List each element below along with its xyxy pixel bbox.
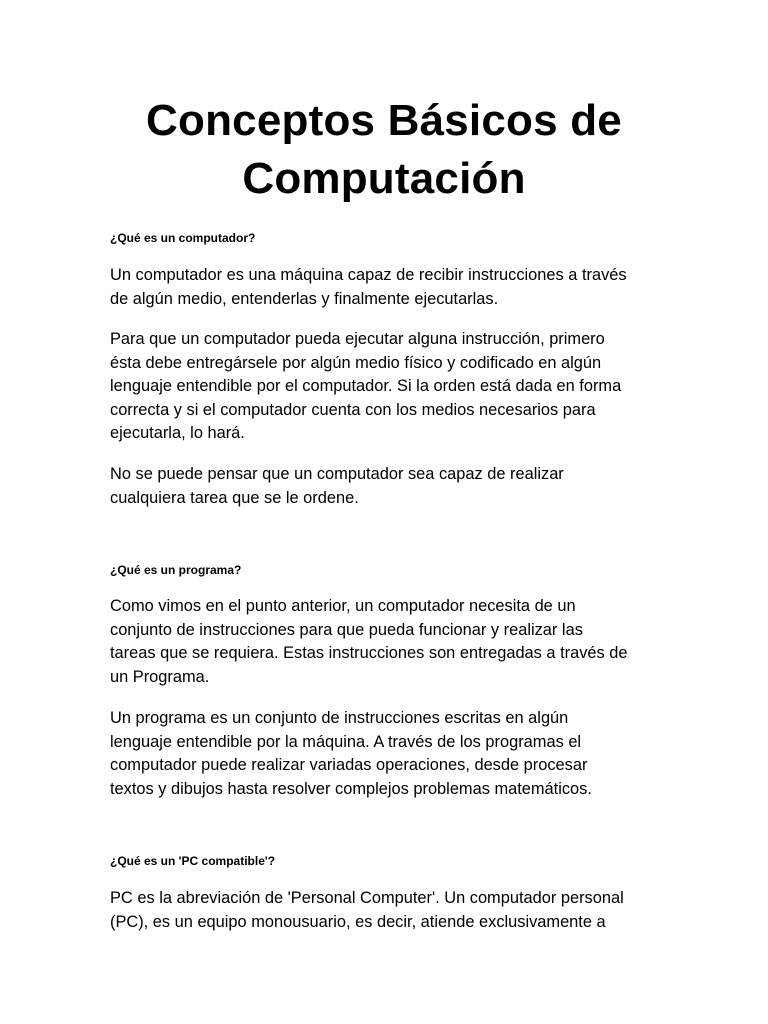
paragraph-line: ejecutarla, lo hará. xyxy=(110,424,245,442)
paragraph-line: PC es la abreviación de 'Personal Computer'. Un computador personal xyxy=(110,889,624,907)
section-heading-pc-compatible: ¿Qué es un 'PC compatible'? xyxy=(110,854,276,868)
paragraph-line: tareas que se requiera. Estas instrucciones son entregadas a través de xyxy=(110,644,628,662)
title-line: Conceptos Básicos de xyxy=(146,96,622,145)
section-heading-programa: ¿Qué es un programa? xyxy=(110,563,242,577)
paragraph-line: Un computador es una máquina capaz de recibir instrucciones a través xyxy=(110,266,627,284)
paragraph-line: textos y dibujos hasta resolver complejos problemas matemáticos. xyxy=(110,779,592,798)
title-line: Computación xyxy=(242,154,526,203)
paragraph-line: de algún medio, entenderlas y finalmente ejecutarlas. xyxy=(110,289,499,308)
paragraph-line: correcta y si el computador cuenta con los medios necesarios para xyxy=(110,400,596,419)
paragraph-line: conjunto de instrucciones para que pueda funcionar y realizar las xyxy=(110,620,583,639)
paragraph xyxy=(110,264,666,311)
paragraph-line: No se puede pensar que un computador sea capaz de realizar xyxy=(110,465,564,483)
paragraph-line: lenguaje entendible por el computador. Si la orden está dada en forma xyxy=(110,377,622,395)
page-title xyxy=(60,92,708,208)
paragraph-line: Un programa es un conjunto de instrucciones escritas en algún xyxy=(110,709,569,727)
section-heading-computador: ¿Qué es un computador? xyxy=(110,231,256,245)
paragraph xyxy=(110,707,666,801)
paragraph-line: Como vimos en el punto anterior, un computador necesita de un xyxy=(110,597,576,615)
paragraph xyxy=(110,595,666,689)
paragraph-line: (PC), es un equipo monousuario, es decir, atiende exclusivamente a xyxy=(110,912,606,931)
paragraph-line: un Programa. xyxy=(110,667,210,686)
paragraph xyxy=(110,328,666,446)
paragraph-line: Para que un computador pueda ejecutar alguna instrucción, primero xyxy=(110,330,605,348)
paragraph xyxy=(110,463,666,510)
paragraph-line: cualquiera tarea que se le ordene. xyxy=(110,488,359,507)
paragraph-line: computador puede realizar variadas operaciones, desde procesar xyxy=(110,756,588,774)
paragraph-line: ésta debe entregársele por algún medio físico y codificado en algún xyxy=(110,353,602,372)
paragraph-line: lenguaje entendible por la máquina. A través de los programas el xyxy=(110,732,582,751)
paragraph xyxy=(110,887,666,934)
